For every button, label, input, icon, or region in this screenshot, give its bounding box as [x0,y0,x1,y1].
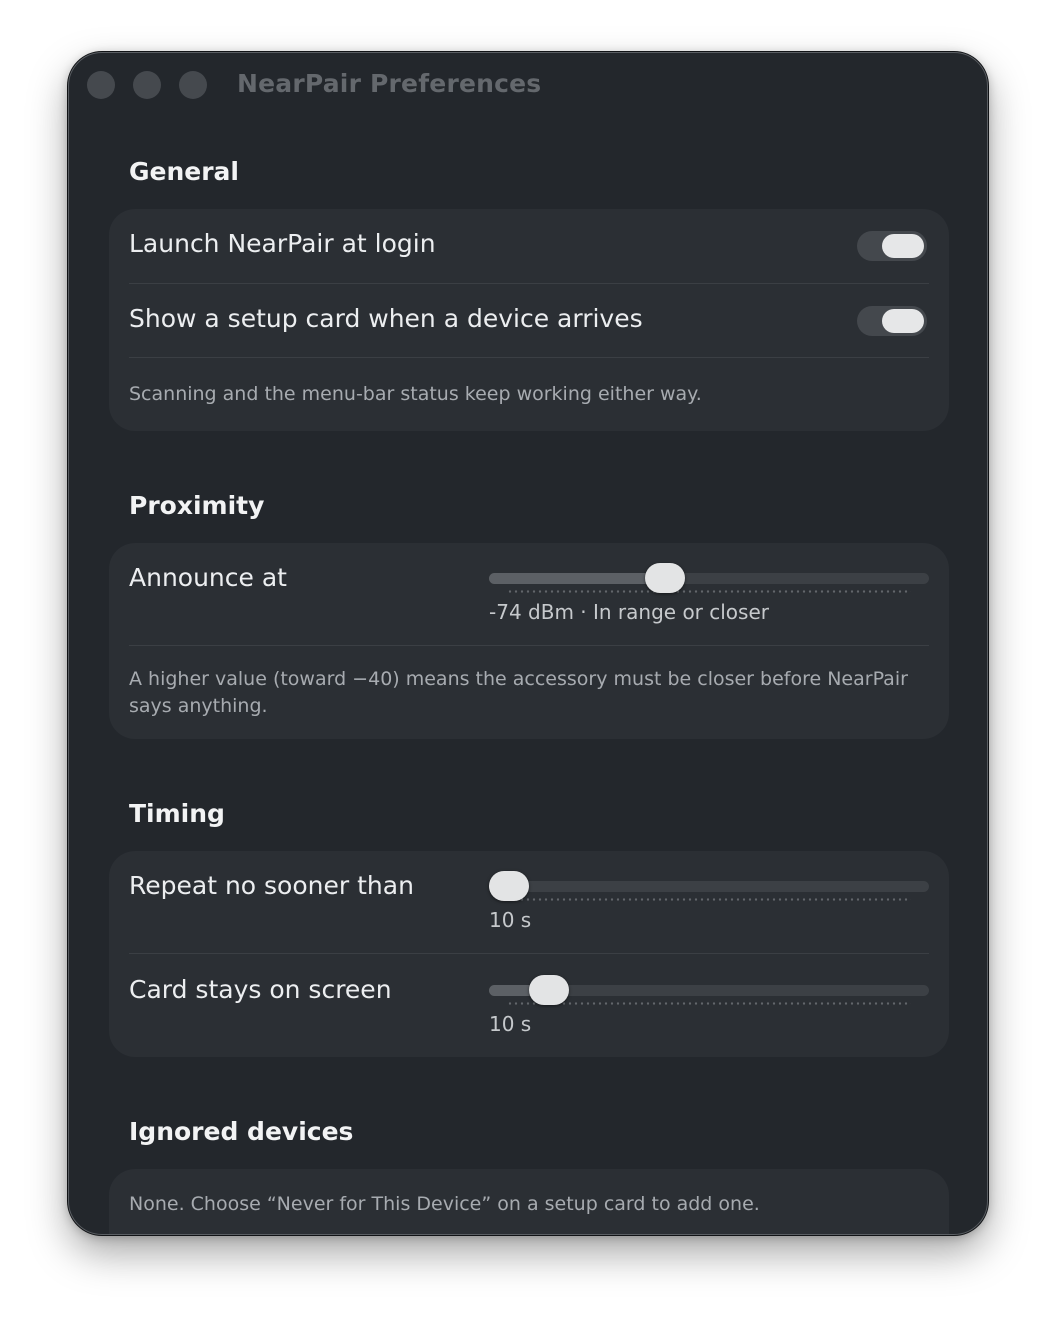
timing-card [109,851,949,1057]
repeat-value: 10 s [489,908,532,932]
section-title-general: General [129,157,239,186]
show-setup-card-toggle[interactable] [857,306,927,336]
toggle-knob [882,309,924,333]
slider-thumb[interactable] [645,563,685,593]
zoom-window-button[interactable] [179,71,207,99]
card-stays-value: 10 s [489,1012,532,1036]
toggle-knob [882,234,924,258]
general-note: Scanning and the menu-bar status keep working either way. [129,383,702,405]
card-stays-label: Card stays on screen [129,975,392,1004]
slider-thumb[interactable] [529,975,569,1005]
divider [129,357,929,358]
window-title: NearPair Preferences [237,69,542,98]
proximity-note: A higher value (toward −40) means the accessory must be closer before NearPair says anything. [129,668,908,717]
launch-at-login-toggle[interactable] [857,231,927,261]
ignored-devices-note: None. Choose “Never for This Device” on a setup card to add one. [129,1193,760,1215]
preferences-window [68,52,988,1235]
card-stays-slider[interactable] [489,975,929,1031]
slider-ticks [507,590,911,593]
general-card [109,209,949,431]
divider [129,283,929,284]
slider-track [489,881,929,892]
close-window-button[interactable] [87,71,115,99]
divider [129,953,929,954]
repeat-label: Repeat no sooner than [129,871,414,900]
repeat-slider[interactable] [489,871,929,927]
slider-ticks [507,1002,911,1005]
announce-at-label: Announce at [129,563,287,592]
proximity-card [109,543,949,739]
window-controls [87,71,207,99]
section-title-timing: Timing [129,799,225,828]
slider-ticks [507,898,911,901]
slider-fill [489,573,665,584]
launch-at-login-label: Launch NearPair at login [129,229,436,258]
announce-at-value: -74 dBm · In range or closer [489,600,769,624]
ignored-devices-card [109,1169,949,1235]
slider-thumb[interactable] [489,871,529,901]
section-title-ignored-devices: Ignored devices [129,1117,354,1146]
section-title-proximity: Proximity [129,491,265,520]
show-setup-card-label: Show a setup card when a device arrives [129,304,643,333]
divider [129,645,929,646]
minimize-window-button[interactable] [133,71,161,99]
